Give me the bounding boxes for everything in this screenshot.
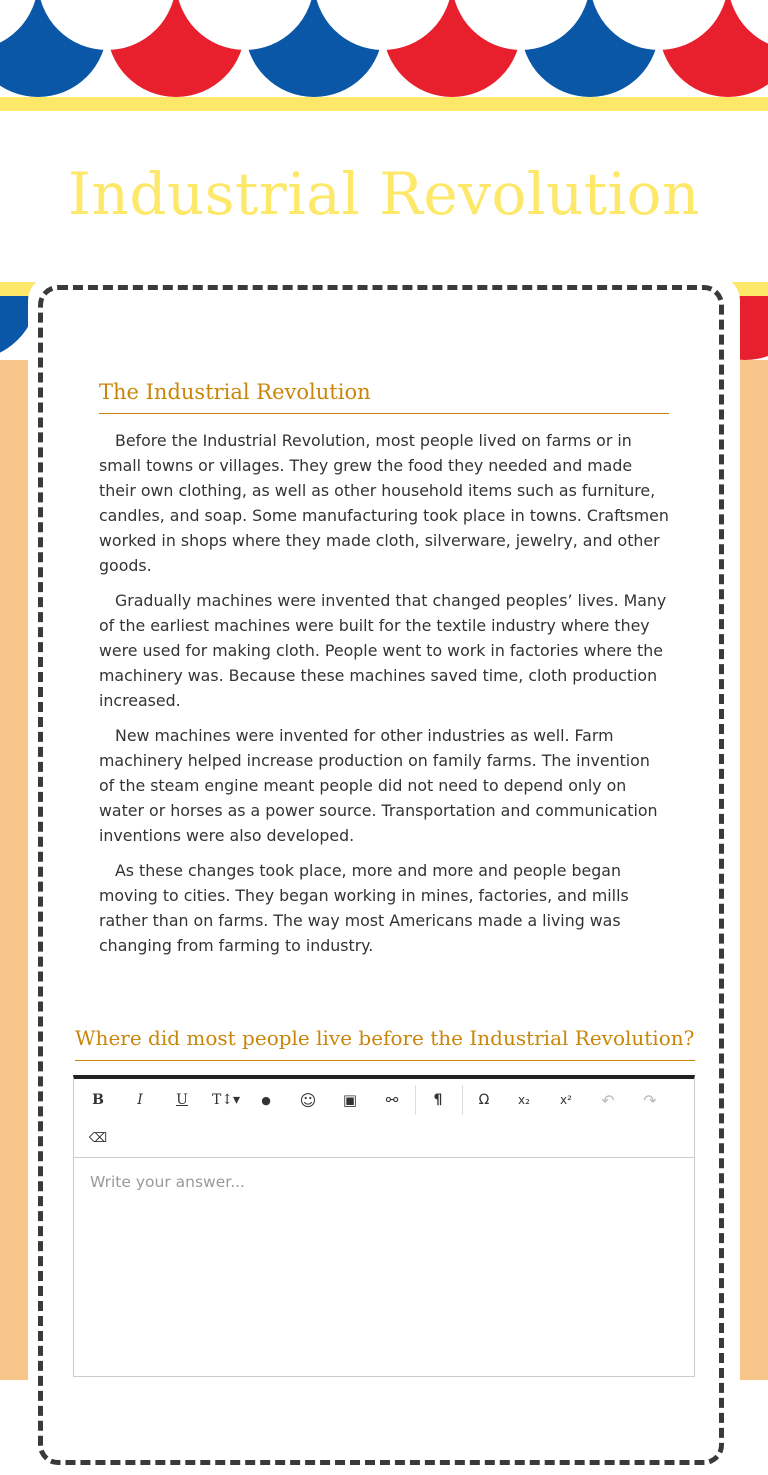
image-icon[interactable]: ▣ [342, 1091, 358, 1109]
passage-paragraph: As these changes took place, more and more and people began moving to cities. They began working in mines, factories, and mills rather than on farms. The way most Americans made a living was changing from farming to industry. [99, 861, 629, 955]
question-text: Where did most people live before the Industrial Revolution? [75, 1026, 695, 1061]
paragraph-icon[interactable]: ¶ [433, 1092, 443, 1108]
emoji-icon[interactable]: ☺ [299, 1090, 317, 1110]
superscript-button[interactable]: x² [560, 1093, 572, 1107]
reading-title: The Industrial Revolution [99, 380, 669, 414]
toolbar-divider [462, 1085, 463, 1115]
text-size-dropdown[interactable]: T↕▾ [211, 1092, 241, 1108]
toolbar-divider [415, 1085, 416, 1115]
italic-button[interactable]: I [137, 1092, 143, 1108]
answer-editor [73, 1075, 695, 1377]
page-title: Industrial Revolution [68, 160, 700, 228]
undo-icon[interactable]: ↶ [601, 1090, 615, 1110]
editor-toolbar [74, 1079, 694, 1158]
subscript-button[interactable]: x₂ [518, 1093, 530, 1107]
link-icon[interactable]: ⚯ [385, 1091, 399, 1109]
special-char-icon[interactable]: Ω [478, 1092, 490, 1108]
clear-format-icon[interactable]: ⌫ [88, 1130, 108, 1146]
answer-input[interactable] [74, 1157, 694, 1375]
scalloped-header [0, 0, 768, 97]
underline-button[interactable]: U [176, 1092, 188, 1108]
reading-passage [99, 428, 669, 968]
text-color-icon[interactable]: ● [261, 1093, 271, 1107]
passage-paragraph: New machines were invented for other industries as well. Farm machinery helped increase production on family farms. The invention of the steam engine meant people did not need to depend only on water or horses as a power source. Transportation and communication inventions were also developed. [99, 726, 658, 845]
passage-paragraph: Before the Industrial Revolution, most people lived on farms or in small towns or villages. They grew the food they needed and made their own clothing, as well as other household items such as furniture, candles, and soap. Some manufacturing took place in towns. Craftsmen worked in shops where they made cloth, silverware, jewelry, and other goods. [99, 431, 669, 575]
redo-icon[interactable]: ↷ [643, 1090, 657, 1110]
yellow-band [0, 97, 768, 111]
passage-paragraph: Gradually machines were invented that changed peoples’ lives. Many of the earliest machines were built for the textile industry where they were used for making cloth. People went to work in factories where the machinery was. Because these machines saved time, cloth production increased. [99, 591, 667, 710]
bold-button[interactable]: B [92, 1092, 104, 1108]
